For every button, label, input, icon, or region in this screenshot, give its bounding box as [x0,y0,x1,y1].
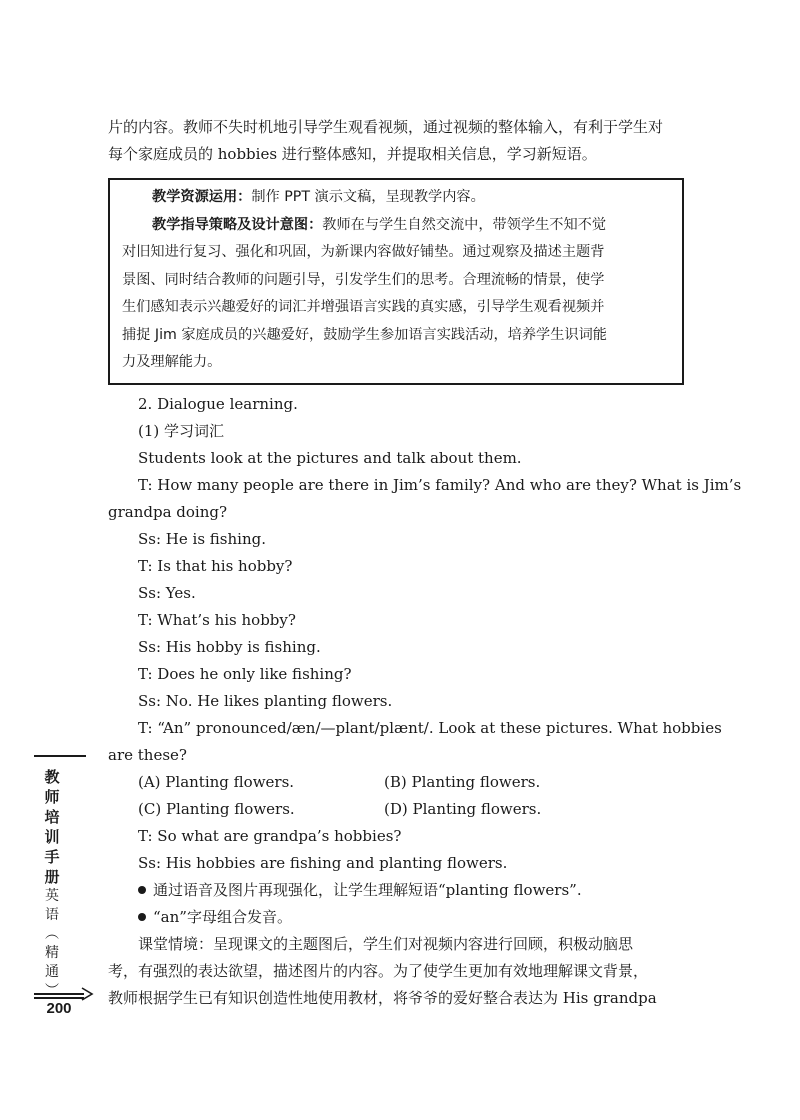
dialogue-t5a: T: “An” pronounced/æn/—plant/plænt/. Look at these pictures. What hobbies [138,718,722,737]
subject-char: 语 [45,907,59,923]
intro-line-2: 每个家庭成员的 hobbies 进行整体感知，并提取相关信息，学习新短语。 [108,145,597,163]
book-title-vertical [40,767,64,887]
subject-char: 英 [45,888,59,904]
dialogue-s6: Ss: His hobbies are fishing and planting flowers. [138,853,508,872]
bullet-item-2 [108,904,684,931]
subject-char: ︶ [45,983,59,999]
dialogue-t4: T: Does he only like fishing? [138,664,352,683]
chevron-right-icon [80,987,94,1001]
strategy-line-4: 生们感知表示兴趣爱好的词汇并增强语言实践的真实感，引导学生观看视频并 [122,299,605,315]
dialogue-s2: Ss: Yes. [138,583,196,602]
section-instruction: Students look at the pictures and talk about them. [138,448,522,467]
strategy-first: 教师在与学生自然交流中，带领学生不知不觉 [322,216,607,233]
bullet-text-1: 通过语音及图片再现强化，让学生理解短语“planting flowers”. [153,880,582,899]
intro-line-1: 片的内容。教师不失时机地引导学生观看视频，通过视频的整体输入，有利于学生对 [108,118,664,136]
bullet-item-1 [108,877,684,904]
side-rule-top [34,755,86,757]
resource-text: 制作 PPT 演示文稿，呈现教学内容。 [251,189,485,205]
options-grid [108,769,684,823]
subject-char: 通 [45,964,59,980]
strategy-line-5: 捕捉 Jim 家庭成员的兴趣爱好，鼓励学生参加语言实践活动，培养学生识词能 [122,326,607,343]
strategy-line-2: 对旧知进行复习、强化和巩固，为新课内容做好铺垫。通过观察及描述主题背 [122,244,605,260]
resource-line [122,184,670,212]
bullet-text-2: “an”字母组合发音。 [153,907,292,926]
book-title-char: 培 [44,808,60,826]
side-rule-bottom-2 [34,997,84,999]
dialogue-t5b: are these? [108,745,187,764]
option-a: (A) Planting flowers. [138,772,295,791]
page-number: 200 [46,1000,72,1017]
strategy-label: 教学指导策略及设计意图： [152,216,323,233]
strategy-line-3: 景图、同时结合教师的问题引导，引发学生们的思考。合理流畅的情景，使学 [122,271,605,288]
subject-vertical [40,887,64,1001]
page-body [108,114,742,1012]
strategy-line-6: 力及理解能力。 [122,354,222,370]
option-b: (B) Planting flowers. [384,772,541,791]
option-c: (C) Planting flowers. [138,799,295,818]
section-heading: 2. Dialogue learning. [138,394,298,413]
strategy-line [122,212,670,240]
subject-char: ︵ [45,926,59,942]
classroom-line-1: 课堂情境：呈现课文的主题图后，学生们对视频内容进行回顾，积极动脑思 [138,934,634,953]
classroom-line-2: 考，有强烈的表达欲望，描述图片的内容。为了使学生更加有效地理解课文背景， [108,961,649,980]
dialogue-s3: Ss: His hobby is fishing. [138,637,321,656]
bullet-icon [138,913,146,921]
book-title-char: 手 [44,848,60,866]
dialogue-t2: T: Is that his hobby? [138,556,293,575]
side-tab [34,755,92,1017]
dialogue-t3: T: What’s his hobby? [138,610,296,629]
dialogue-t6: T: So what are grandpa’s hobbies? [138,826,402,845]
resource-label: 教学资源运用： [152,189,252,205]
teaching-notes-box [108,178,684,385]
dialogue-s1: Ss: He is fishing. [138,529,266,548]
book-title-char: 训 [44,828,60,846]
dialogue-t1a: T: How many people are there in Jim’s family? And who are they? What is Jim’s [138,475,742,494]
option-d: (D) Planting flowers. [384,799,542,818]
subject-char: 精 [45,945,59,961]
dialogue-s4: Ss: No. He likes planting flowers. [138,691,393,710]
book-title-char: 师 [44,788,60,806]
book-title-char: 教 [44,768,60,786]
side-rule-bottom [34,993,84,995]
section-sub: (1) 学习词汇 [138,421,225,440]
bullet-icon [138,886,146,894]
classroom-line-3: 教师根据学生已有知识创造性地使用教材，将爷爷的爱好整合表达为 His grandpa [108,988,657,1007]
dialogue-t1b: grandpa doing? [108,502,228,521]
book-title-char: 册 [44,868,60,886]
